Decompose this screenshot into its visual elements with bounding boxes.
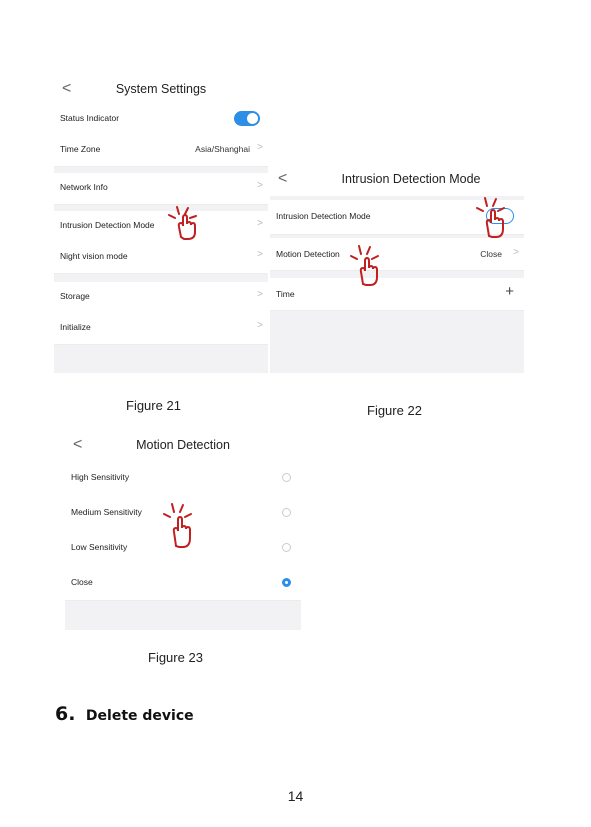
- option-high-sensitivity[interactable]: [65, 460, 301, 496]
- radio-button[interactable]: [282, 543, 291, 552]
- page-title: System Settings: [115, 82, 207, 96]
- figure-21-screenshot: [54, 76, 268, 373]
- option-close[interactable]: [65, 565, 301, 601]
- tap-hand-icon: [161, 502, 197, 550]
- header: [270, 166, 524, 196]
- option-label: High Sensitivity: [71, 472, 130, 482]
- tap-hand-icon: [348, 244, 384, 288]
- chevron-right-icon: >: [257, 218, 263, 229]
- tap-hand-icon: [166, 206, 202, 242]
- row-label: Storage: [60, 291, 90, 301]
- row-initialize[interactable]: [54, 313, 268, 345]
- row-network-info[interactable]: [54, 173, 268, 205]
- option-label: Low Sensitivity: [71, 542, 128, 552]
- page-title: Intrusion Detection Mode: [341, 172, 481, 186]
- row-status-indicator[interactable]: [54, 104, 268, 136]
- row-label: Network Info: [60, 182, 108, 192]
- row-label: Intrusion Detection Mode: [276, 211, 371, 221]
- status-indicator-toggle[interactable]: [234, 111, 260, 126]
- figure-23-screenshot: [65, 432, 301, 630]
- row-label: Time: [276, 289, 295, 299]
- row-night-vision-mode[interactable]: [54, 242, 268, 274]
- time-zone-value: Asia/Shanghai: [195, 144, 250, 154]
- row-motion-detection[interactable]: [270, 238, 524, 271]
- row-label: Night vision mode: [60, 251, 128, 261]
- row-time[interactable]: [270, 278, 524, 311]
- row-label: Initialize: [60, 322, 91, 332]
- chevron-right-icon: >: [257, 142, 263, 153]
- tap-hand-icon: [474, 196, 510, 240]
- page-title: Motion Detection: [136, 438, 230, 452]
- option-label: Close: [71, 577, 93, 587]
- radio-button[interactable]: [282, 508, 291, 517]
- figure-23-caption: Figure 23: [148, 650, 203, 665]
- option-label: Medium Sensitivity: [71, 507, 142, 517]
- back-icon[interactable]: <: [278, 170, 288, 187]
- add-time-button[interactable]: +: [505, 283, 514, 300]
- chevron-right-icon: >: [257, 320, 263, 331]
- section-title: Delete device: [85, 708, 194, 724]
- motion-detection-value: Close: [480, 249, 502, 259]
- chevron-right-icon: >: [257, 249, 263, 260]
- chevron-right-icon: >: [257, 289, 263, 300]
- section-number: 6.: [55, 703, 76, 725]
- row-intrusion-detection-mode[interactable]: [54, 211, 268, 243]
- section-heading: [55, 703, 194, 725]
- figure-22-caption: Figure 22: [367, 403, 422, 418]
- chevron-right-icon: >: [257, 180, 263, 191]
- row-label: Intrusion Detection Mode: [60, 220, 155, 230]
- back-icon[interactable]: <: [62, 80, 72, 97]
- figure-21-caption: Figure 21: [126, 398, 181, 413]
- row-label: Status Indicator: [60, 113, 120, 123]
- chevron-right-icon: >: [513, 247, 519, 258]
- figure-22-screenshot: [270, 166, 524, 373]
- header: [65, 432, 301, 460]
- header: [54, 76, 268, 104]
- back-icon[interactable]: <: [73, 436, 83, 453]
- radio-button[interactable]: [282, 473, 291, 482]
- row-storage[interactable]: [54, 282, 268, 314]
- row-time-zone[interactable]: [54, 135, 268, 167]
- row-label: Time Zone: [60, 144, 101, 154]
- row-label: Motion Detection: [276, 249, 340, 259]
- page-number: 14: [287, 788, 304, 804]
- radio-button-selected[interactable]: [282, 578, 291, 587]
